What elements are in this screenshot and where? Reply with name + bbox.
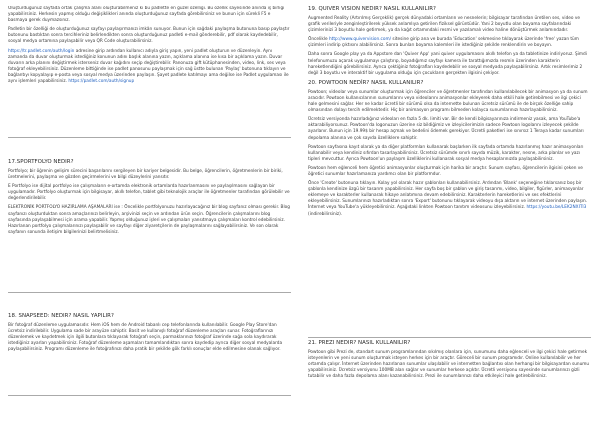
snapseed-section <box>8 313 291 396</box>
snapseed-heading: 18. SNAPSEED: NEDİR? NASIL YAPILIR? <box>8 313 114 319</box>
left-column <box>8 0 293 424</box>
snapseed-paragraph-1: Bir fotoğraf düzenleme uygulamasıdır. Hem iOS hem de Android tabanlı cep telefonlarında kullanılabilir. Google Play Store'dan ücretsiz indirilebilir. Uygulama sade bir arayüze sahiptir. Basit ve kullanışlı fotoğraf düzenleme araçları sunar. Fotoğraflarınızı düzenlemek ve kaydetmek için ilgili butonlara tıklayarak fotoğrafı seçin, parmaklarınızı fotoğraf üzerinde sağa sola kaydırarak istediğiniz ayarları yapabilirsiniz. Fotoğraf düzenleme aşamaları tamamlandıktan sonra kaydedip ayrıca diğer sosyal medyalarda paylaşabilirsiniz. Programı düzenleme ile fotoğrafınızı daha pratik bir şekilde gök farklı sonuçlar elde edilmesine olanak sağlıyor. <box>8 323 283 353</box>
padlet-paragraph-2: Padletin bir özelliği de oluşturduğunuz sayfayı paylaşırmanızı imkân sunuyor. Bunun için sağdaki paylaşma butonuna basıp paylaştır butonunu bastıktan sonra tercihleriniz belirlendikten sonra oluşturduğunuz padleti e-mail gönderebilir, pdf olarak kaydedebilir, sosyal medya ortamına paylaşabilir veya QR Code oluşturabilirsiniz. <box>8 27 290 45</box>
sportfolyo-section <box>8 159 291 293</box>
quiver-paragraph-2 <box>308 37 591 49</box>
quiver-powtoon-section <box>308 6 591 338</box>
prezi-heading: 21. PREZİ NEDİR? NASIL KULLANILIR? <box>308 340 411 346</box>
powtoon-paragraph-1: Powtoon; videolar veya sunumlar oluşturmak için öğrenciler ve öğretmenler tarafından kullanılabilecek bir animasyon ya da sunum aracıdır. Powtoon kullanıcılarının sunumlarını veya videolarını animasyonlar ekleyerek daha etkili hale getirebilmesi ve ilgi çekici hale gelmesini sağlar. Her ne kadar ücretli bir sürümü olsa da internette bulunan ücretsiz sürümü ile de birçok özelliğe sahip olmasından dolayı tercih edilmektedir. Hiç bir animasyon programı bilmeden kolayca sunumlarınızı hazırlayabilirsiniz. <box>308 89 588 114</box>
sportfolyo-paragraph-1: Portfolyo; bir öğrenin gelişim sürecini başarılarını sergileyen bir kariyer belgesidir. Bu belge, öğrencilerin, öğretmenlerin bir biriki, üretmelerini, paylaşma ve gözden geçirmelerini ve bilgi düzeylerini yansıtır. <box>8 169 283 181</box>
quiver-paragraph-1: Augmented Reality (Artırılmış Gerçeklik) gerçek dünyadaki ortamların ve nesnelerin; bilgisayar tarafından üretilen ses, video ve grafik verileriyle zenginleştirilerek yüksek anlamlıya getirilen fiziksel görüntüdür. Yani 2 boyutlu olan boyama sayfalarındaki çizimlerinizi 3 boyutlu hale getirmek, ya da kağıt ortamındaki resmi ve yazılamalı video haline dönüştürmek anlamındadır. <box>308 16 580 34</box>
powtoon-paragraph-5-post: (indirebilirsiniz). <box>308 211 343 217</box>
prezi-section <box>308 340 591 398</box>
quiver-paragraph-3: Daha sonra Google play ya da Appstore dan 'Quiver App' yani quiver uygulamasını akıllı telefon ya da tabletinize indiriyoruz. Şimdi telefonumuzu açarak uygulamayı çalıştırıp, boyadığımız sayfayı kamera ile tarattığımızda resmin üzerinden karakterin hareketlendiğini görebilirsiniz. Ayrıca çektiğiniz fotoğrafları kaydedebilir ve sosyal medyada paylaşabilirsiniz. Artık resimlerimiz 2 değil 3 boyutlu ve interaktif bir uygulama olduğu için çocukların gerçekten ilgisini çekiyor. <box>308 52 587 76</box>
powtoon-paragraph-2: Ücretsiz versiyonda hazırladığınız videoları en fazla 5 dk. limiti var. Bir de kendi bilgisayarınıza indirmeniz yasak, ama YouTube'a aktarabiliyorsunuz. Powtoon'da logonuzun üzerine siz bildiğimiz ve izleyicilerimizin sadece Powtoon logolarını izleyecek şekilde ayarlanır. Bunun için 19.99$ bir hesap açmak ve bedelini ödemek gerekiyor. Ücretli paketleri ise sınırsız 1 Teraya kadar sunumları depolama alanına ve çok sayıda özelliklere sahiptir. <box>308 117 584 141</box>
powtoon-heading: 20. POWTOON NEDİR? NASIL KULLANILIR? <box>308 79 424 86</box>
quiver-vision-link[interactable]: http://www.quivervision.com/ <box>328 37 392 43</box>
powtoon-video-link[interactable]: https://youtu.be/LEK2NXITI3 <box>526 205 587 211</box>
sportfolyo-heading: 17.SPORTFOLYO NEDİR? <box>8 159 74 165</box>
padlet-section <box>8 6 291 138</box>
quiver-paragraph-2-pre: Öncelikle <box>308 37 329 43</box>
powtoon-paragraph-5 <box>308 181 591 218</box>
powtoon-paragraph-4: Powtoon hem eğlenceli hem öğretici animasyonlar oluşturmak için harika bir araçtır. Sunum sayfası, öğrencilerin ilgisini çeken ve öğretici sunumlar hazırlamanıza yardımcı olan bir platformdur. <box>308 165 583 177</box>
padlet-paragraph-3-text: adresine girip ardından kullanıcı adıyla giriş yapın, yeni padlet oluşturun ve düzenleyin. Aynı zamanda da duvar oluşturmak istediğiniz konunun adını başlık alanına yazın, açıklama alanına ise kısa bir açıklama yazın. Duvar duvarın arka planını değiştirmek isterseniz duvar kağıdını seçip değiştirebilir. Panonuza gift kütüphanesinden, video, link, ses veya fotoğraf ekleyebilirsiniz. Düzenleme bittiğinde ise padlet panosunu paylaşmak için sağ üstte bulunan 'Paylaş' butonuna tıklayın ve bağlantıyı kopyalayıp e-posta veya sosyal medya üzerinden paylaşın. Şayet padlete katılmayı ama değilse ise Padlet uygulaması ile aynı işlemleri yapabilirsiniz. <box>8 48 289 85</box>
quiver-heading: 19. QUIVER VİSİON NEDİR? NASIL KULLANILIR? <box>308 6 436 12</box>
powtoon-paragraph-3: Powtoon sayfasına kayıt olarak ya da diğer platformları kullanarak başlarken ilk sayfada ortamda hazırlanmış hazır animasyonları kullanabilir veya kendiniz sıfırdan tasarlayabilirsiniz. Ücretsiz sürümde sınırlı sayıda müzik, karakter, nesne, arka planlar ve yazı tipleri mevcuttur. Ayrıca Powtoon'un paylaşım özelliklerini kullanarak sosyal medya hesaplarınızda paylaşabilirsiniz. <box>308 144 584 162</box>
padlet-paragraph-3 <box>8 49 291 86</box>
prezi-paragraph-1: Powtoon gibi Prezi de, standart sunum programlarından sıkılmış olanlara için, sunumunu daha eğlenceli ve ilgi çekici hale getirmek isteyenlerin ve yeni sunum oluşturmak isteyen herkes için bir araçtır. Göreceli bir sunum programıdır. Online kullanılabilir ve her ortamda çalışır. İnternet üzerinden hazırlanan sunumlar ulaşılabilir ve internetten bağlantısı olan herhangi bir bilgisayardan sunumu yapabilirsiniz. Ücretsiz versiyonu 100MB alan sağlar ve sunumlar herkese açıktır. Ücretli versiyonu sayesinde sunumlarınızı gizli tutabilir ve daha fazla depolama alanı kazanabilirsiniz. Prezi ile sunumlarınızı daha etkileyici hale getirebilirsiniz. <box>308 350 590 380</box>
powtoon-paragraph-5-pre: Önce 'Create' butonuna tıklayın. Kolay yol olarak hazır şablonları kullanabilirsiniz. Ardından 'Blank' seçeneğine tıklarsanız boş bir şablonla kendinize özgü bir tasarım yapabilirsiniz. Her sayfa boş bir şablon ve giriş tasarımı, video, bilgiler, figürler, animasyonlar eklemeye ve karakterler kullanarak hikaye anlatımına devam edebilirsiniz. Karakterlerin hareketlerini ve ses efektlerini ekleyebilirsiniz. Sunumlarınızı hazırladıktan sonra 'Export' butonunu tıklayarak videoyu dışa aktarın ve internet üzerinden paylaşın. İnternet veya YouTube'a yükleyebilirsiniz. Aşağıdaki linkten Powtoon tanıtım videosunu izleyebilirsiniz. <box>308 181 588 211</box>
sportfolyo-paragraph-2: E Portfolyo ise dijital portfolyo ise çalışmaların e-ortamda elektronik ortamlarda hazırlanmasını ve paylaşılmasını sağlayan bir uygulamadır. Portfolyo oluşturmak için bilgisayar, akıllı telefon, tablet gibi teknolojik araçlar ile öğretmenler tarafından görülebilir ve değerlendirilebilir. <box>8 184 290 202</box>
sportfolyo-paragraph-3: ELEKTRONİK PORTFOLYO HAZIRLAMA AŞAMALARI ise : Öncelikle portfolyonuzu hazırlayacağınız bir blog sayfanız olması gerekir. Blog sayfanızı oluşturduktan sonra amaçlarınızı belirleyin, arşivinizi seçin ve ardından ürün seçin. Öğrencilerin çalışmalarını blog sayfasında paylaşabilmesi için arama yapabilir. Yapmış olduğunuz işleri ve çalışmaları yansıtmaya çalışmaları kontrol edebilirsiniz. Hazırlanan portfolyo çalışmalarınızı paylaşabilir ve sayfayı diğer ziyaretçilerin de paylaşmalarını sağlayabilirsiniz. Ve son olarak sayfanın sonunda iletişim bilgilerinizi belirtmelisiniz. <box>8 205 290 235</box>
padlet-signup-link[interactable]: https://padlet.com/auth/signup <box>68 79 135 85</box>
quiver-paragraph-2-rest: sitesine girip ana ve burada 'Education' sekmesine tıklayarak üzerinde 'free' yazan tüm çizimleri indirip çıktısını alabilirsiniz. Sonra bunları boyama kalemleri ile istediğiniz şekilde renklendirin ve boyayın. <box>308 37 579 49</box>
padlet-login-link[interactable]: https://tr.padlet.com/auth/login <box>8 48 75 54</box>
right-column <box>308 0 593 424</box>
padlet-paragraph-1: Oluşturduğunuz sayfada ortak çalışma alanı oluşturabilmeniz ki bu padlette en güzel özelliği. Bu özellik sayesinde anında iş birliği yapabilirsiniz. Herkesin yapmış olduğu değişiklikleri anında oluşturduğunuz sayfada görebilirsiniz ve bunun için sürekli F5 e basmaya gerek duymazsınız. <box>8 6 285 24</box>
